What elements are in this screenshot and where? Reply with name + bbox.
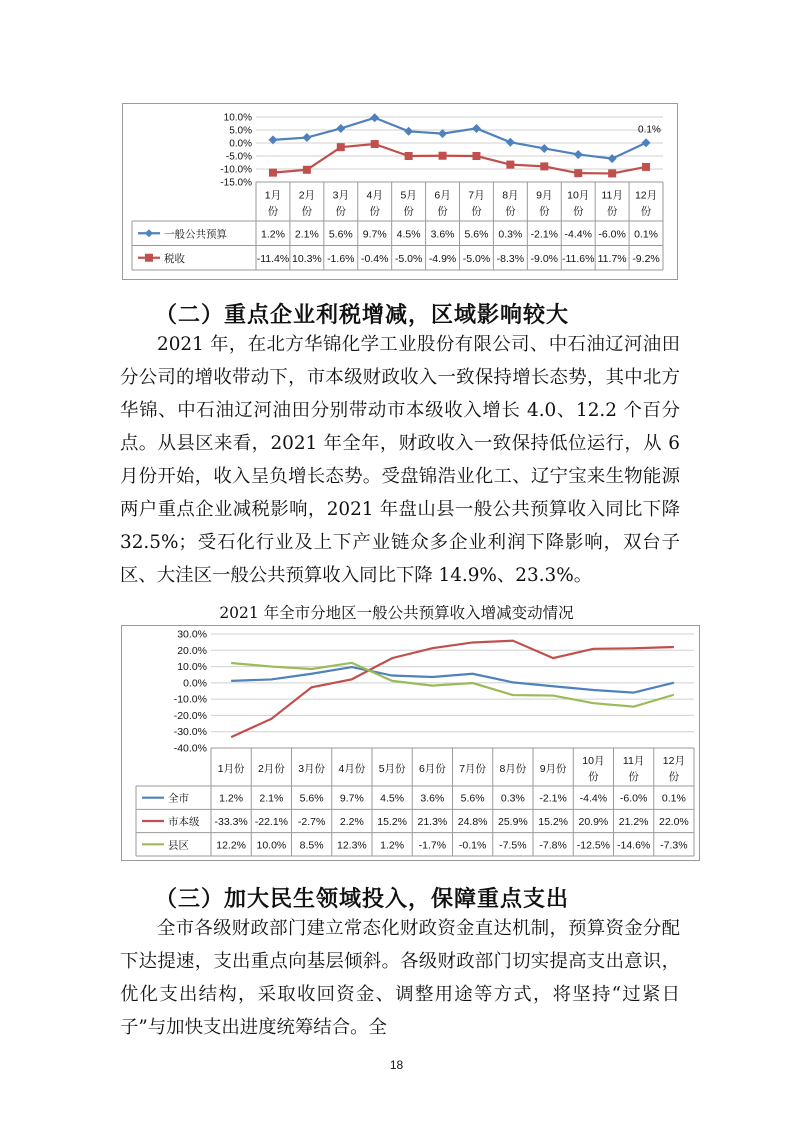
chart1-category-label: 12月 [634, 189, 658, 202]
chart1-category-label: 9月 [536, 189, 553, 202]
chart1-category-label: 份 [301, 205, 313, 218]
chart1-data-point [405, 152, 413, 160]
chart1-table-value: 11.7% [597, 252, 627, 265]
chart2-table-value: -0.1% [458, 839, 487, 852]
chart1-table-value: -6.0% [598, 228, 626, 241]
chart1-category-label: 2月 [298, 189, 316, 202]
chart1-category-label: 8月 [502, 189, 519, 202]
chart2-y-tick-label: -40.0% [173, 742, 207, 755]
chart2-table-value: -7.3% [660, 839, 688, 852]
chart1-data-point [574, 169, 582, 177]
chart1-category-label: 10月 [567, 189, 590, 202]
chart1-data-point [269, 169, 277, 177]
chart1-category-label: 4月 [366, 189, 383, 202]
chart2-category-label: 11月 [622, 755, 645, 767]
chart1-table-value: -0.4% [360, 252, 389, 265]
chart2-table-value: -1.7% [418, 839, 447, 852]
chart1-y-tick-label: -15.0% [220, 177, 252, 189]
chart2-legend-label: 县区 [168, 839, 189, 852]
chart1-table-value: -9.0% [530, 252, 559, 265]
chart1-legend-marker [145, 229, 153, 237]
chart2-table-value: 8.5% [299, 839, 324, 852]
chart1-table-value: -4.9% [428, 252, 457, 265]
chart1-table-value: -8.3% [496, 252, 525, 265]
chart1-category-label: 3月 [332, 189, 349, 202]
chart2-table-value: -14.6% [616, 839, 651, 852]
chart2-table-value: 0.3% [500, 792, 525, 805]
chart1-table-value: 0.1% [634, 228, 659, 241]
chart2-category-label: 4月份 [338, 763, 366, 775]
paragraph-livelihood-spending: 全市各级财政部门建立常态化财政资金直达机制，预算资金分配下达提速，支出重点向基层倾斜。各级财政部门切实提高支出意识，优化支出结构，采取收回资金、调整用途等方式，将坚持“过紧日子”与加快支出进度统筹结合。全 [120, 918, 680, 1038]
chart2-category-label: 3月份 [298, 763, 326, 775]
chart2-table-value: 12.2% [216, 839, 247, 852]
chart1-data-point [439, 152, 447, 160]
chart2-table-value: 21.3% [417, 816, 448, 828]
chart2-y-tick-label: -10.0% [173, 693, 207, 706]
chart1-data-point [336, 124, 345, 133]
chart1-category-label: 6月 [434, 189, 451, 202]
chart1-category-label: 份 [369, 205, 380, 218]
chart1-table-value: 4.5% [396, 228, 421, 241]
chart2-table-value: 2.1% [259, 792, 284, 805]
chart1-table-value: 10.3% [291, 252, 322, 265]
chart2-table-value: -2.1% [539, 792, 567, 805]
chart2-table-value: 21.2% [618, 816, 649, 828]
chart1-annotation: 0.1% [638, 124, 661, 136]
chart2-category-label: 份 [588, 771, 599, 783]
chart2-table-value: 3.6% [420, 792, 445, 805]
chart2-series-line-1 [231, 641, 674, 737]
chart1-y-tick-label: 10.0% [223, 112, 252, 124]
chart1-category-label: 11月 [601, 189, 623, 202]
chart1-category-label: 7月 [468, 189, 485, 202]
chart1-table-value: -11.4% [256, 252, 290, 265]
regional-chart-title: 2021 年全市分地区一般公共预算收入增减变动情况 [219, 604, 574, 622]
chart2-legend-label: 市本级 [168, 816, 200, 828]
chart1-data-point [506, 161, 514, 169]
chart1-category-label: 份 [403, 205, 414, 218]
chart1-table-value: 0.3% [498, 228, 523, 241]
chart1-table-value: 5.6% [328, 228, 353, 241]
chart1-data-point [472, 152, 480, 160]
chart1-legend-label: 税收 [164, 252, 185, 265]
chart2-table-value: -7.5% [499, 839, 527, 852]
chart1-category-label: 5月 [400, 189, 417, 202]
chart2-table-value: 5.6% [299, 792, 324, 805]
chart2-table-value: 15.2% [377, 816, 408, 828]
chart2-table-value: -12.5% [576, 839, 611, 852]
chart1-category-label: 份 [471, 205, 482, 218]
chart2-y-tick-label: 20.0% [177, 644, 207, 657]
chart2-table-value: 25.9% [497, 816, 528, 828]
chart1-data-point [370, 113, 379, 122]
chart2-y-tick-label: 0.0% [183, 677, 207, 690]
chart2-table-value: -7.8% [539, 839, 567, 852]
chart2-category-label: 12月 [662, 755, 685, 767]
chart1-table-value: -11.6% [561, 252, 595, 265]
chart1-table-value: -5.0% [394, 252, 423, 265]
section-heading-3: （三）加大民生领域投入，保障重点支出 [155, 887, 570, 912]
chart1-table-value: -1.6% [327, 252, 355, 265]
chart1-legend-marker [145, 254, 153, 262]
chart2-category-label: 份 [668, 771, 680, 783]
page-number: 18 [389, 1058, 404, 1072]
chart2-category-label: 5月份 [378, 763, 406, 775]
chart2-table-value: -33.3% [214, 816, 248, 828]
chart1-category-label: 份 [437, 205, 448, 218]
chart1-category-label: 份 [572, 205, 584, 218]
chart1-table-value: -5.0% [462, 252, 491, 265]
chart1-data-point [540, 162, 548, 170]
chart2-y-tick-label: -20.0% [173, 709, 207, 722]
chart1-category-label: 份 [267, 205, 279, 218]
chart1-category-label: 份 [505, 205, 516, 218]
chart2-series-line-0 [231, 667, 674, 693]
chart1-data-point [642, 163, 650, 171]
chart2-series-line-2 [231, 663, 674, 707]
chart1-table-value: 1.2% [260, 228, 285, 241]
tax-budget-growth-chart-svg [123, 104, 679, 281]
chart2-category-label: 份 [628, 771, 639, 783]
chart2-category-label: 9月份 [539, 763, 567, 775]
tax-budget-growth-chart [122, 103, 678, 280]
section-heading-2: （二）重点企业利税增减，区域影响较大 [155, 303, 570, 328]
chart2-table-value: 15.2% [538, 816, 569, 828]
chart2-table-value: 20.9% [578, 816, 609, 828]
chart1-category-label: 1月 [264, 189, 282, 202]
regional-budget-growth-chart [121, 625, 700, 861]
chart1-table-value: -2.1% [530, 228, 559, 241]
chart2-category-label: 10月 [582, 755, 605, 767]
chart2-table-value: 12.3% [336, 839, 367, 852]
chart1-data-point [608, 169, 616, 177]
chart1-legend-label: 一般公共预算 [164, 228, 227, 241]
chart1-table-value: 9.7% [362, 228, 387, 241]
chart1-data-point [540, 144, 549, 153]
regional-budget-growth-chart-svg [122, 626, 701, 862]
chart1-data-point [371, 140, 379, 148]
chart1-table-value: -9.2% [632, 252, 660, 265]
chart2-table-value: -6.0% [619, 792, 648, 805]
chart1-data-point [506, 138, 515, 147]
chart2-y-tick-label: 30.0% [177, 628, 207, 641]
chart2-table-value: -4.4% [579, 792, 608, 805]
chart2-table-value: 0.1% [661, 792, 686, 805]
chart2-table-value: 9.7% [339, 792, 364, 805]
chart1-data-point [472, 124, 481, 133]
chart2-category-label: 8月份 [499, 763, 527, 775]
chart1-y-tick-label: 0.0% [229, 138, 252, 150]
chart1-table-value: 2.1% [294, 228, 319, 241]
paragraph-enterprise-tax: 2021 年，在北方华锦化学工业股份有限公司、中石油辽河油田分公司的增收带动下，市本级财政收入一致保持增长态势，其中北方华锦、中石油辽河油田分别带动市本级收入增长 4.0、12.2 个百分点。从县区来看，2021 年全年，财政收入一致保持低位运行，从 6 月份开始，收入呈负增长态势。受盘锦浩业化工、辽宁宝来生物能源两户重点企业减税影响，2021 年盘山县一般公共预算收入同比下降 32.5%；受石化行业及上下产业链众多企业利润下降影响，双台子区、大洼区一般公共预算收入同比下降 14.9%、23.3%。 [120, 334, 680, 586]
chart1-data-point [303, 166, 311, 174]
chart2-category-label: 6月份 [418, 763, 446, 775]
chart2-legend-label: 全市 [168, 792, 189, 805]
chart1-data-point [574, 150, 583, 159]
chart1-table-value: -4.4% [564, 228, 592, 241]
chart1-table-value: 3.6% [430, 228, 455, 241]
chart2-table-value: 2.2% [339, 816, 364, 828]
chart1-category-label: 份 [539, 205, 550, 218]
chart2-table-value: 1.2% [219, 792, 244, 805]
chart1-category-label: 份 [606, 205, 618, 218]
chart2-y-tick-label: 10.0% [177, 661, 207, 674]
chart2-category-label: 2月份 [257, 763, 285, 775]
chart2-category-label: 1月份 [217, 763, 245, 775]
chart1-category-label: 份 [640, 205, 652, 218]
chart2-category-label: 7月份 [459, 763, 487, 775]
chart1-data-point [337, 143, 345, 151]
chart1-data-point [404, 127, 413, 136]
chart2-table-value: 5.6% [460, 792, 485, 805]
chart2-table-value: 10.0% [256, 839, 287, 852]
chart2-table-value: -22.1% [254, 816, 289, 828]
chart2-y-tick-label: -30.0% [173, 726, 207, 739]
chart2-table-value: 4.5% [380, 792, 405, 805]
chart1-y-tick-label: -10.0% [220, 164, 252, 176]
chart1-y-tick-label: -5.0% [225, 151, 252, 163]
chart1-category-label: 份 [335, 205, 347, 218]
chart1-table-value: 5.6% [464, 228, 489, 241]
chart1-data-point [302, 133, 311, 142]
chart1-data-point [642, 138, 651, 147]
chart1-y-tick-label: 5.0% [229, 125, 252, 137]
chart1-data-point [608, 154, 617, 163]
chart2-table-value: -2.7% [297, 816, 326, 828]
chart2-table-value: 1.2% [380, 839, 405, 852]
chart2-table-value: 24.8% [457, 816, 488, 828]
chart1-series-line-0 [273, 118, 646, 159]
chart2-table-value: 22.0% [658, 816, 689, 828]
